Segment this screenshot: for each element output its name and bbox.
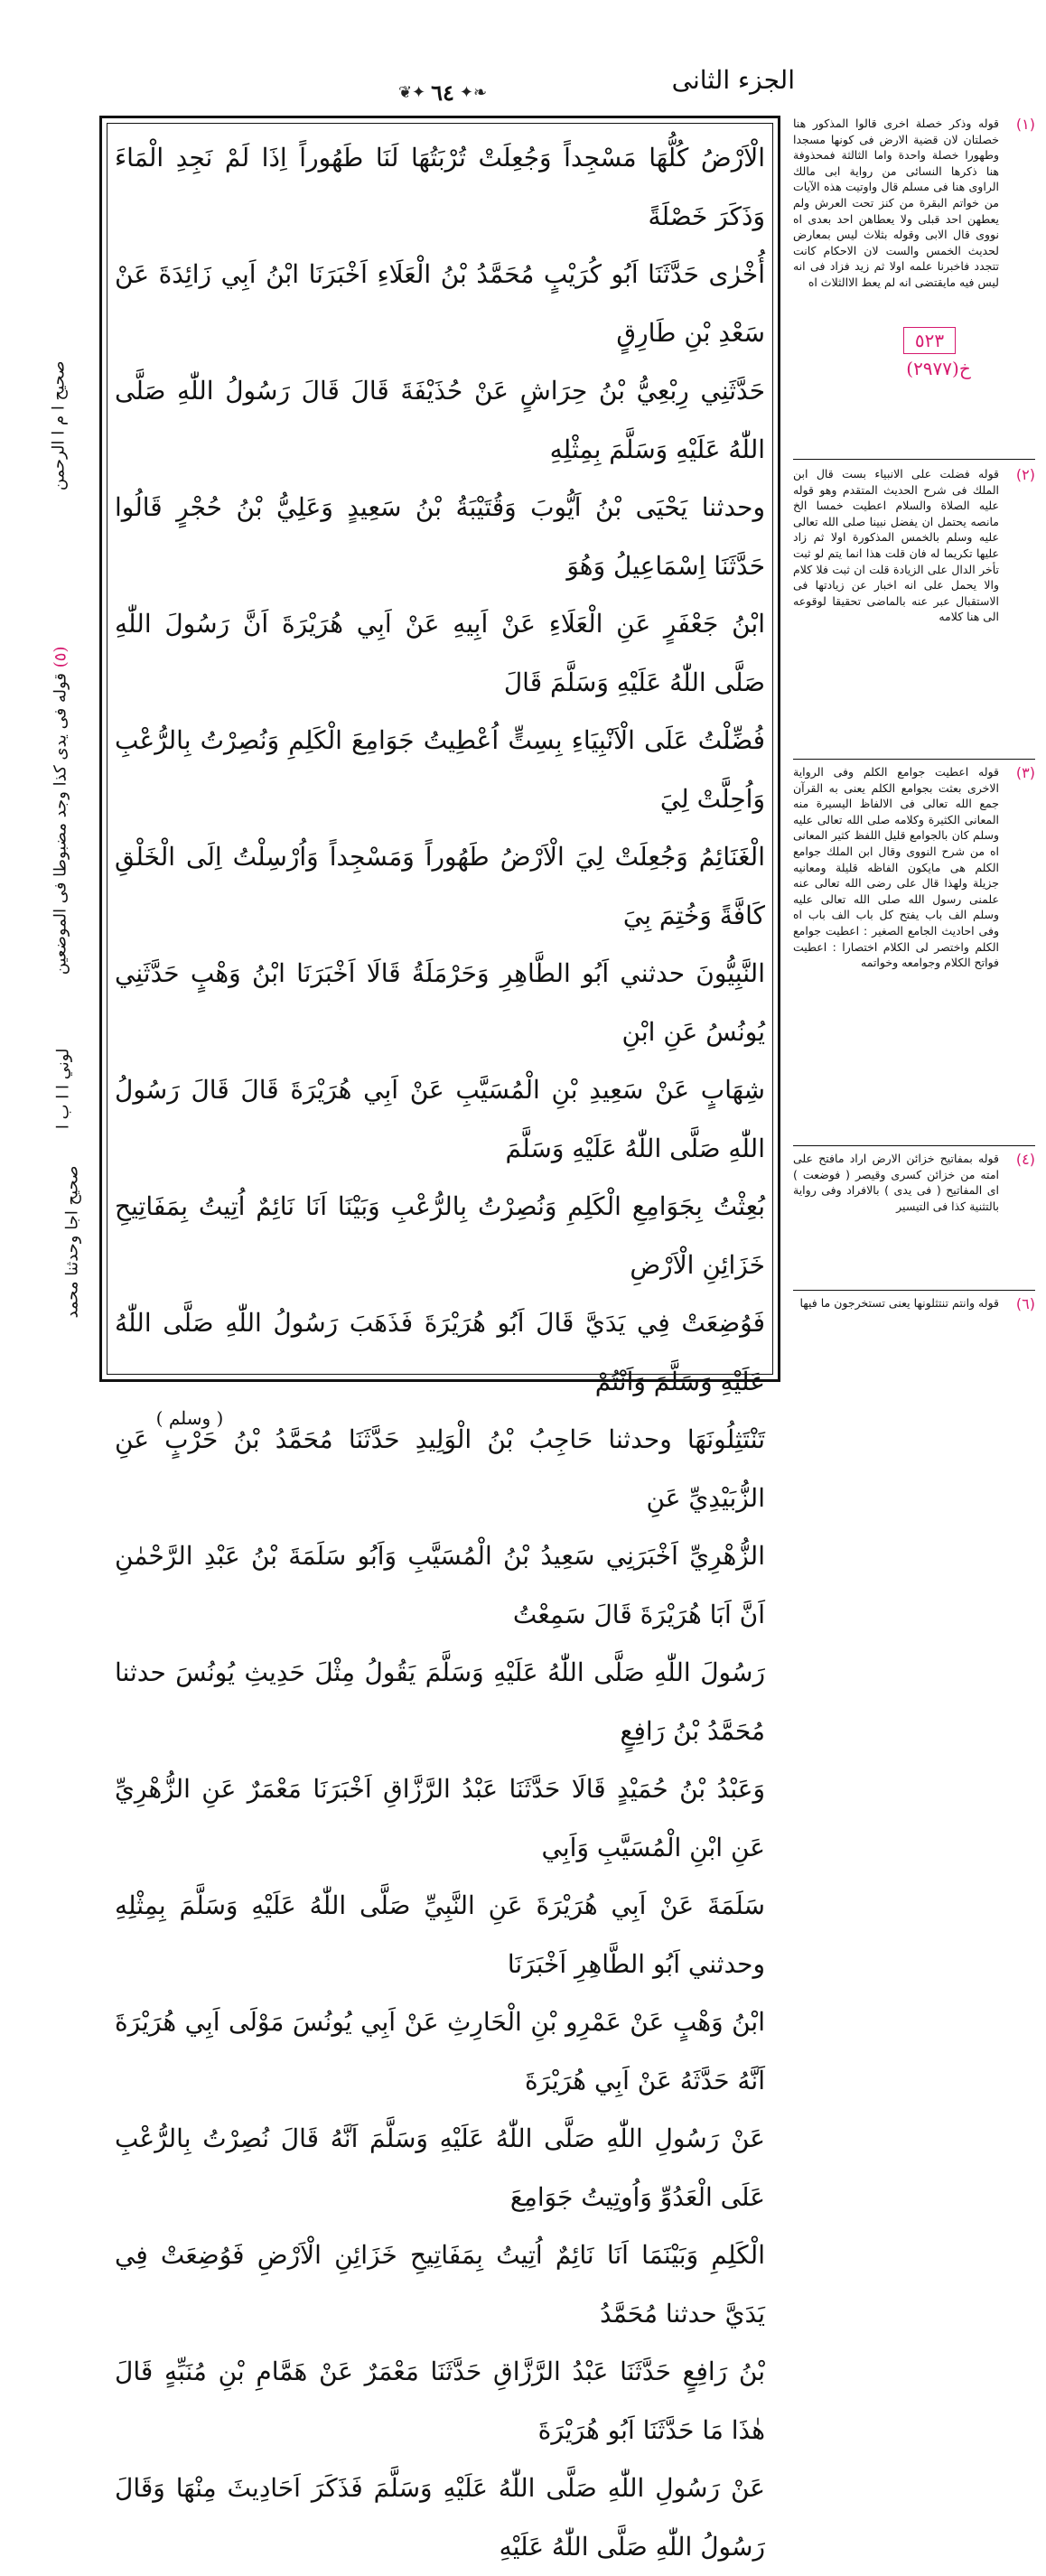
text-line: أُخْرٰى حَدَّثَنَا اَبُو كُرَيْبٍ مُحَمَّدُ بْنُ الْعَلَاءِ اَخْبَرَنَا ابْنُ اَبِي زَائِدَةَ عَنْ سَعْدِ بْنِ طَارِقٍ [115, 259, 765, 348]
text-line: حَدَّثَنِي رِبْعِيُّ بْنُ حِرَاشٍ عَنْ حُذَيْفَةَ قَالَ قَالَ رَسُولُ اللّٰهِ صَلَّى اللّٰهُ عَلَيْهِ وَسَلَّمَ بِمِثْلِهِ [115, 376, 765, 464]
footer-catchword: ( وسلم ) [155, 1407, 224, 1429]
note-number: (٣) [1015, 764, 1035, 781]
text-line: شِهَابٍ عَنْ سَعِيدِ بْنِ الْمُسَيَّبِ عَنْ اَبِي هُرَيْرَةَ قَالَ قَالَ رَسُولُ اللّٰهِ صَلَّى اللّٰهُ عَلَيْهِ وَسَلَّمَ [115, 1075, 765, 1163]
note-text: قوله اعطيت جوامع الكلم وفی الرواية الاخری بعثت بجوامع الكلم يعنی به القرآن جمع الله تعالی فی الالفاظ اليسيرة منه المعانی الكثيرة وكلامه صلی الله تعالی عليه وسلم كان بالجوامع قليل اللفظ كثير المعانی اه من شرح النووی وقال ابن الملك جوامع الكلم هی مايكون الفاظه قليلة ومعانيه جزيلة ولهذا قال علی رضی الله تعالی عنه علمنی رسول الله صلی الله تعالی عليه وسلم الف باب يفتح كل باب الف باب اه وفی احاديث الجامع الصغير : اعطيت جوامع الكلم واختصر لی الكلام اختصارا : اعطيت فواتح الكلام وجوامعه وخواتمه [793, 765, 999, 970]
left-margin-note: لوني ا ا ب ا [53, 1048, 73, 1130]
bukhari-reference: خ(٢٩٧٧) [906, 358, 971, 379]
margin-note [793, 1295, 1035, 1311]
note-divider [793, 1290, 1035, 1291]
text-line: وحدثنا يَحْيَى بْنُ اَيُّوبَ وَقُتَيْبَةُ بْنُ سَعِيدٍ وَعَلِيُّ بْنُ حُجْرٍ قَالُوا حَدَّثَنَا اِسْمَاعِيلُ وَهُوَ [115, 492, 765, 581]
margin-notes [784, 116, 1042, 1380]
margin-note [793, 764, 1035, 971]
text-line: سَلَمَةَ عَنْ اَبِي هُرَيْرَةَ عَنِ النَّبِيِّ صَلَّى اللّٰهُ عَلَيْهِ وَسَلَّمَ بِمِثْلِهِ وحدثني اَبُو الطَّاهِرِ اَخْبَرَنَا [115, 1890, 765, 1979]
margin-note [793, 466, 1035, 625]
text-line: وَعَبْدُ بْنُ حُمَيْدٍ قَالَا حَدَّثَنَا عَبْدُ الرَّزَّاقِ اَخْبَرَنَا مَعْمَرٌ عَنِ الزُّهْرِيِّ عَنِ ابْنِ الْمُسَيَّبِ وَاَبِي [115, 1774, 766, 1862]
margin-note [793, 1151, 1035, 1214]
text-line: النَّبِيُّونَ حدثني اَبُو الطَّاهِرِ وَحَرْمَلَةُ قَالَا اَخْبَرَنَا ابْنُ وَهْبٍ حَدَّثَنِي يُونُسُ عَنِ ابْنِ [115, 958, 765, 1047]
text-line: الزُّهْرِيِّ اَخْبَرَنِي سَعِيدُ بْنُ الْمُسَيَّبِ وَاَبُو سَلَمَةَ بْنُ عَبْدِ الرَّحْمٰنِ اَنَّ اَبَا هُرَيْرَةَ قَالَ سَمِعْتُ [115, 1541, 765, 1629]
page-number: ٦٤ [431, 79, 454, 106]
juz-title: الجزء الثانی [671, 65, 795, 95]
margin-note [793, 116, 1035, 291]
page-number-header [379, 78, 506, 107]
main-text-body [115, 129, 765, 2576]
text-line: فُضِّلْتُ عَلَى الْاَنْبِيَاءِ بِسِتٍّ اُعْطِيتُ جَوَامِعَ الْكَلِمِ وَنُصِرْتُ بِالرُّعْبِ وَاُحِلَّتْ لِيَ [115, 725, 765, 814]
left-note-number: (٥) [51, 646, 70, 668]
note-number: (١) [1015, 116, 1035, 133]
text-line: الْاَرْضُ كُلُّهَا مَسْجِداً وَجُعِلَتْ تُرْبَتُهَا لَنَا طَهُوراً اِذَا لَمْ نَجِدِ الْمَاءَ وَذَكَرَ خَصْلَةً [115, 143, 765, 231]
ornament-left-icon: ❦✦ [397, 82, 426, 102]
main-text-frame [99, 116, 780, 2562]
left-margin-note: صحيح ا م ا الرحمن [49, 360, 69, 491]
text-line: الْغَنَائِمُ وَجُعِلَتْ لِيَ الْاَرْضُ طَهُوراً وَمَسْجِداً وَاُرْسِلْتُ اِلَى الْخَلْقِ كَافَّةً وَخُتِمَ بِيَ [115, 842, 765, 930]
note-text: قوله وانتم تنتثلونها يعنی تستخرجون ما فيها [799, 1296, 999, 1310]
text-line: بْنُ رَافِعٍ حَدَّثَنَا عَبْدُ الرَّزَّاقِ حَدَّثَنَا مَعْمَرٌ عَنْ هَمَّامِ بْنِ مُنَبِّهٍ قَالَ هٰذَا مَا حَدَّثَنَا اَبُو هُرَيْرَةَ [115, 2357, 765, 2445]
note-text: قوله بمفاتيح خزائن الارض اراد مافتح علی امته من خزائن كسری وقيصر ( فوضعت ) ای المفاتيح ( فی يدی ) بالافراد وفی رواية بالتثنية كذا فی التيسير [793, 1152, 999, 1213]
text-line: تَنْتَثِلُونَهَا وحدثنا حَاجِبُ بْنُ الْوَلِيدِ حَدَّثَنَا مُحَمَّدُ بْنُ حَرْبٍ عَنِ الزُّبَيْدِيِّ عَنِ [115, 1424, 765, 1513]
note-text: قوله فضلت علی الانبياء بست قال ابن الملك فی شرح الحديث المتقدم وهو قوله عليه الصلاة والسلام اعطيت خمسا الخ مانصه يحتمل ان يفضل نبينا صلی الله تعالی عليه وسلم بالخمس المذكورة اولا ثم زاد عليها تكريما له فان قلت هذا انما يتم لو ثبت تأخر الدال علی الزيادة قلت ان ثبت فلا كلام والا يحمل علی انه اخبار عن زيادتها فی الاستقبال عبر عنه بالماضی تحقيقا لوقوعه الی هنا كلامه [793, 467, 999, 624]
note-divider [793, 459, 1035, 460]
text-line: فَوُضِعَتْ فِي يَدَيَّ قَالَ اَبُو هُرَيْرَةَ فَذَهَبَ رَسُولُ اللّٰهِ صَلَّى اللّٰهُ عَلَيْهِ وَسَلَّمَ وَاَنْتُمْ [115, 1308, 765, 1396]
text-line: رَسُولَ اللّٰهِ صَلَّى اللّٰهُ عَلَيْهِ وَسَلَّمَ يَقُولُ مِثْلَ حَدِيثِ يُونُسَ حدثنا مُحَمَّدُ بْنُ رَافِعٍ [115, 1657, 765, 1746]
note-number: (٦) [1015, 1295, 1035, 1312]
left-margin-note [51, 647, 70, 981]
note-divider [793, 759, 1035, 760]
note-number: (٤) [1015, 1151, 1035, 1168]
note-text: قوله وذكر خصلة اخرى قالوا المذكور هنا خصلتان لان قضية الارض فی كونها مسجدا وطهورا خصلة واحدة واما الثالثة فمحذوفة هنا ذكرها النسائی من رواية ابی مالك الراوی هنا فی مسلم قال واوتيت هذه الآيات من خواتم البقرة من كنز تحت العرش ولم يعطهن احد قبلی ولا يعطاهن احد بعدی اه نووی قال الابی وقوله بثلاث ليس بمعارض لحديث الخمس والست لان الاحكام كانت تتجدد فاخبرنا علمه اولا ثم زيد فزاد فی انه ليس فيه مايقتضی انه لم يعط الاالثلاث اه [793, 117, 999, 289]
note-divider [793, 1145, 1035, 1146]
text-line: ابْنُ وَهْبٍ عَنْ عَمْرِو بْنِ الْحَارِثِ عَنْ اَبِي يُونُسَ مَوْلَى اَبِي هُرَيْرَةَ اَنَّهُ حَدَّثَهُ عَنْ اَبِي هُرَيْرَةَ [115, 2007, 765, 2095]
text-line: بُعِثْتُ بِجَوَامِعِ الْكَلِمِ وَنُصِرْتُ بِالرُّعْبِ وَبَيْنَا اَنَا نَائِمٌ اُتِيتُ بِمَفَاتِيحِ خَزَائِنِ الْاَرْضِ [115, 1191, 765, 1280]
left-note-text: قوله فی يدی كذا وجد مضبوطا فی الموضعين [51, 672, 70, 975]
text-line: عَنْ رَسُولِ اللّٰهِ صَلَّى اللّٰهُ عَلَيْهِ وَسَلَّمَ فَذَكَرَ اَحَادِيثَ مِنْهَا وَقَالَ رَسُولُ اللّٰهِ صَلَّى اللّٰهُ عَلَيْهِ [115, 2473, 765, 2562]
text-line: الْكَلِمِ وَبَيْنَمَا اَنَا نَائِمٌ اُتِيتُ بِمَفَاتِيحِ خَزَائِنِ الْاَرْضِ فَوُضِعَتْ فِي يَدَيَّ حدثنا مُحَمَّدُ [115, 2240, 765, 2329]
ornament-right-icon: ✦❧ [459, 82, 488, 102]
left-margin-note: صحيح اجا وحدثنا محمد [62, 1165, 82, 1319]
text-line: عَنْ رَسُولِ اللّٰهِ صَلَّى اللّٰهُ عَلَيْهِ وَسَلَّمَ اَنَّهُ قَالَ نُصِرْتُ بِالرُّعْبِ عَلَى الْعَدُوِّ وَاُوتِيتُ جَوَامِعَ [115, 2123, 765, 2212]
hadith-number-box: ٥٢٣ [903, 327, 956, 354]
text-line: ابْنُ جَعْفَرٍ عَنِ الْعَلَاءِ عَنْ اَبِيهِ عَنْ اَبِي هُرَيْرَةَ اَنَّ رَسُولَ اللّٰهِ صَلَّى اللّٰهُ عَلَيْهِ وَسَلَّمَ قَالَ [115, 609, 765, 697]
note-number: (٢) [1015, 466, 1035, 483]
